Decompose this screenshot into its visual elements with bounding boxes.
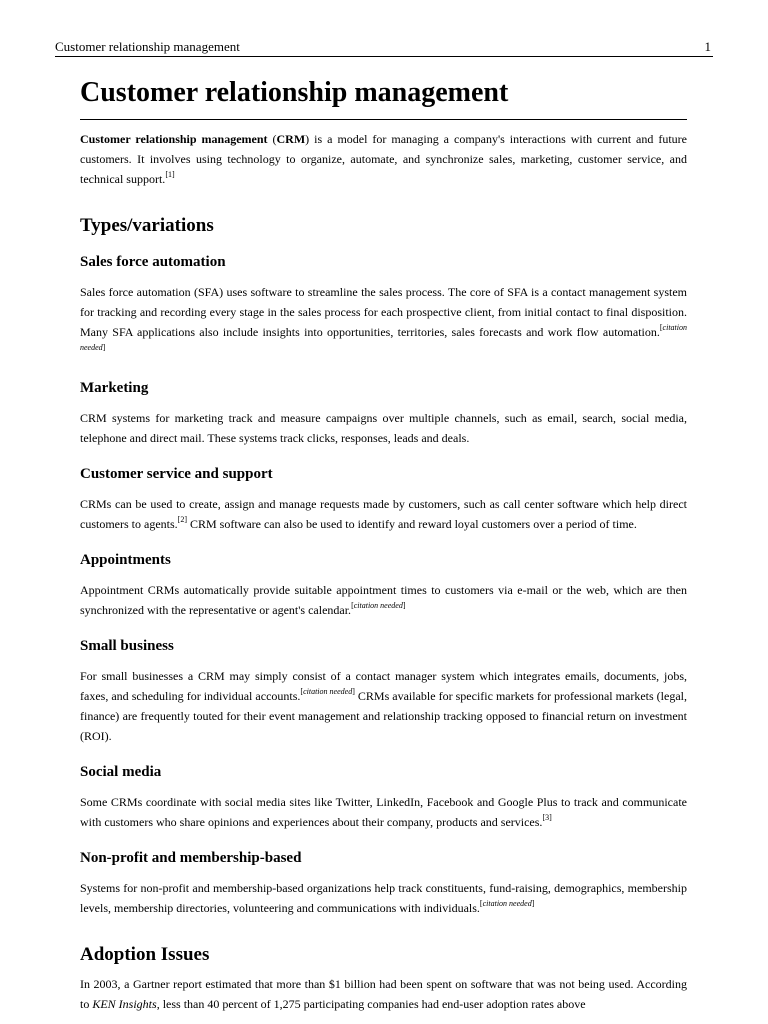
subsection-heading-nonprofit: Non-profit and membership-based — [80, 850, 302, 866]
intro-text: ) is a model for managing a company's interactions with current and future customers. It involves using technology to organize, automate, and synchronize sales, marketing, customer service, and technical support. — [80, 132, 687, 186]
small-business-paragraph — [80, 666, 687, 746]
subsection-heading-social-media: Social media — [80, 764, 162, 780]
citation-needed-sfa[interactable]: [citation needed] — [80, 323, 687, 352]
citation-needed-small-business[interactable]: [citation needed] — [300, 687, 355, 696]
reference-1[interactable]: [1] — [165, 170, 175, 179]
subsection-heading-service: Customer service and support — [80, 466, 273, 482]
reference-2[interactable]: [2] — [177, 515, 187, 524]
intro-paren: ( — [267, 132, 277, 146]
intro-abbr: CRM — [276, 132, 306, 146]
sfa-paragraph — [80, 282, 687, 362]
sfa-text: Sales force automation (SFA) uses software to streamline the sales process. The core of SFA is a contact management system for tracking and recording every stage in the sales process for each prospective client, from initial contact to final disposition. Many SFA applications also include insights into opportunities, territories, sales forecasts and work flow automation. — [80, 285, 687, 339]
marketing-paragraph: CRM systems for marketing track and measure campaigns over multiple channels, such as email, search, social media, telephone and direct mail. These systems track clicks, responses, leads and deals. — [80, 411, 687, 445]
intro-paragraph — [80, 129, 687, 189]
nonprofit-text: Systems for non-profit and membership-based organizations help track constituents, fund-raising, demographics, membership levels, membership directories, volunteering and communications with individuals. — [80, 881, 687, 915]
running-header — [55, 38, 713, 57]
page-number: 1 — [704, 39, 711, 54]
citation-needed-nonprofit[interactable]: [citation needed] — [479, 899, 535, 908]
section-heading-adoption: Adoption Issues — [80, 944, 210, 965]
social-media-text: Some CRMs coordinate with social media sites like Twitter, LinkedIn, Facebook and Google Plus to track and communicate with customers who share opinions and experiences about their company, products and services. — [80, 795, 687, 829]
adoption-text-b: , less than 40 percent of 1,275 participating companies had end-user adoption rates above — [156, 997, 586, 1011]
page-title: Customer relationship management — [80, 74, 687, 120]
intro-term: Customer relationship management — [80, 132, 268, 146]
section-heading-types: Types/variations — [80, 215, 214, 236]
service-text-a: CRMs can be used to create, assign and manage requests made by customers, such as call center software which help direct customers to agents. — [80, 497, 687, 531]
running-title: Customer relationship management — [55, 39, 240, 54]
service-paragraph — [80, 494, 687, 534]
subsection-heading-marketing: Marketing — [80, 380, 149, 396]
adoption-text-a: In 2003, a Gartner report estimated that more than $1 billion had been spent on software that was not being used. According to — [80, 977, 687, 1011]
service-text-b: CRM software can also be used to identify and reward loyal customers over a period of time. — [186, 517, 637, 531]
reference-3[interactable]: [3] — [542, 813, 552, 822]
small-business-text-b: CRMs available for specific markets for professional markets (legal, finance) are frequently touted for their event management and relationship tracking opposed to financial return on investment (ROI). — [80, 689, 687, 743]
nonprofit-paragraph — [80, 878, 687, 918]
subsection-heading-small-business: Small business — [80, 638, 174, 654]
citation-needed-appointments[interactable]: [citation needed] — [351, 601, 406, 610]
appointments-text: Appointment CRMs automatically provide suitable appointment times to customers via e-mail or the web, which are then synchronized with the representative or agent's calendar. — [80, 583, 687, 617]
subsection-heading-appointments: Appointments — [80, 552, 171, 568]
appointments-paragraph — [80, 580, 687, 620]
adoption-source: KEN Insights — [92, 997, 157, 1011]
article-body — [80, 74, 687, 1014]
small-business-text-a: For small businesses a CRM may simply consist of a contact manager system which integrates emails, documents, jobs, faxes, and scheduling for individual accounts. — [80, 669, 687, 703]
social-media-paragraph — [80, 792, 687, 832]
subsection-heading-sfa: Sales force automation — [80, 254, 226, 270]
adoption-paragraph — [80, 974, 687, 1014]
